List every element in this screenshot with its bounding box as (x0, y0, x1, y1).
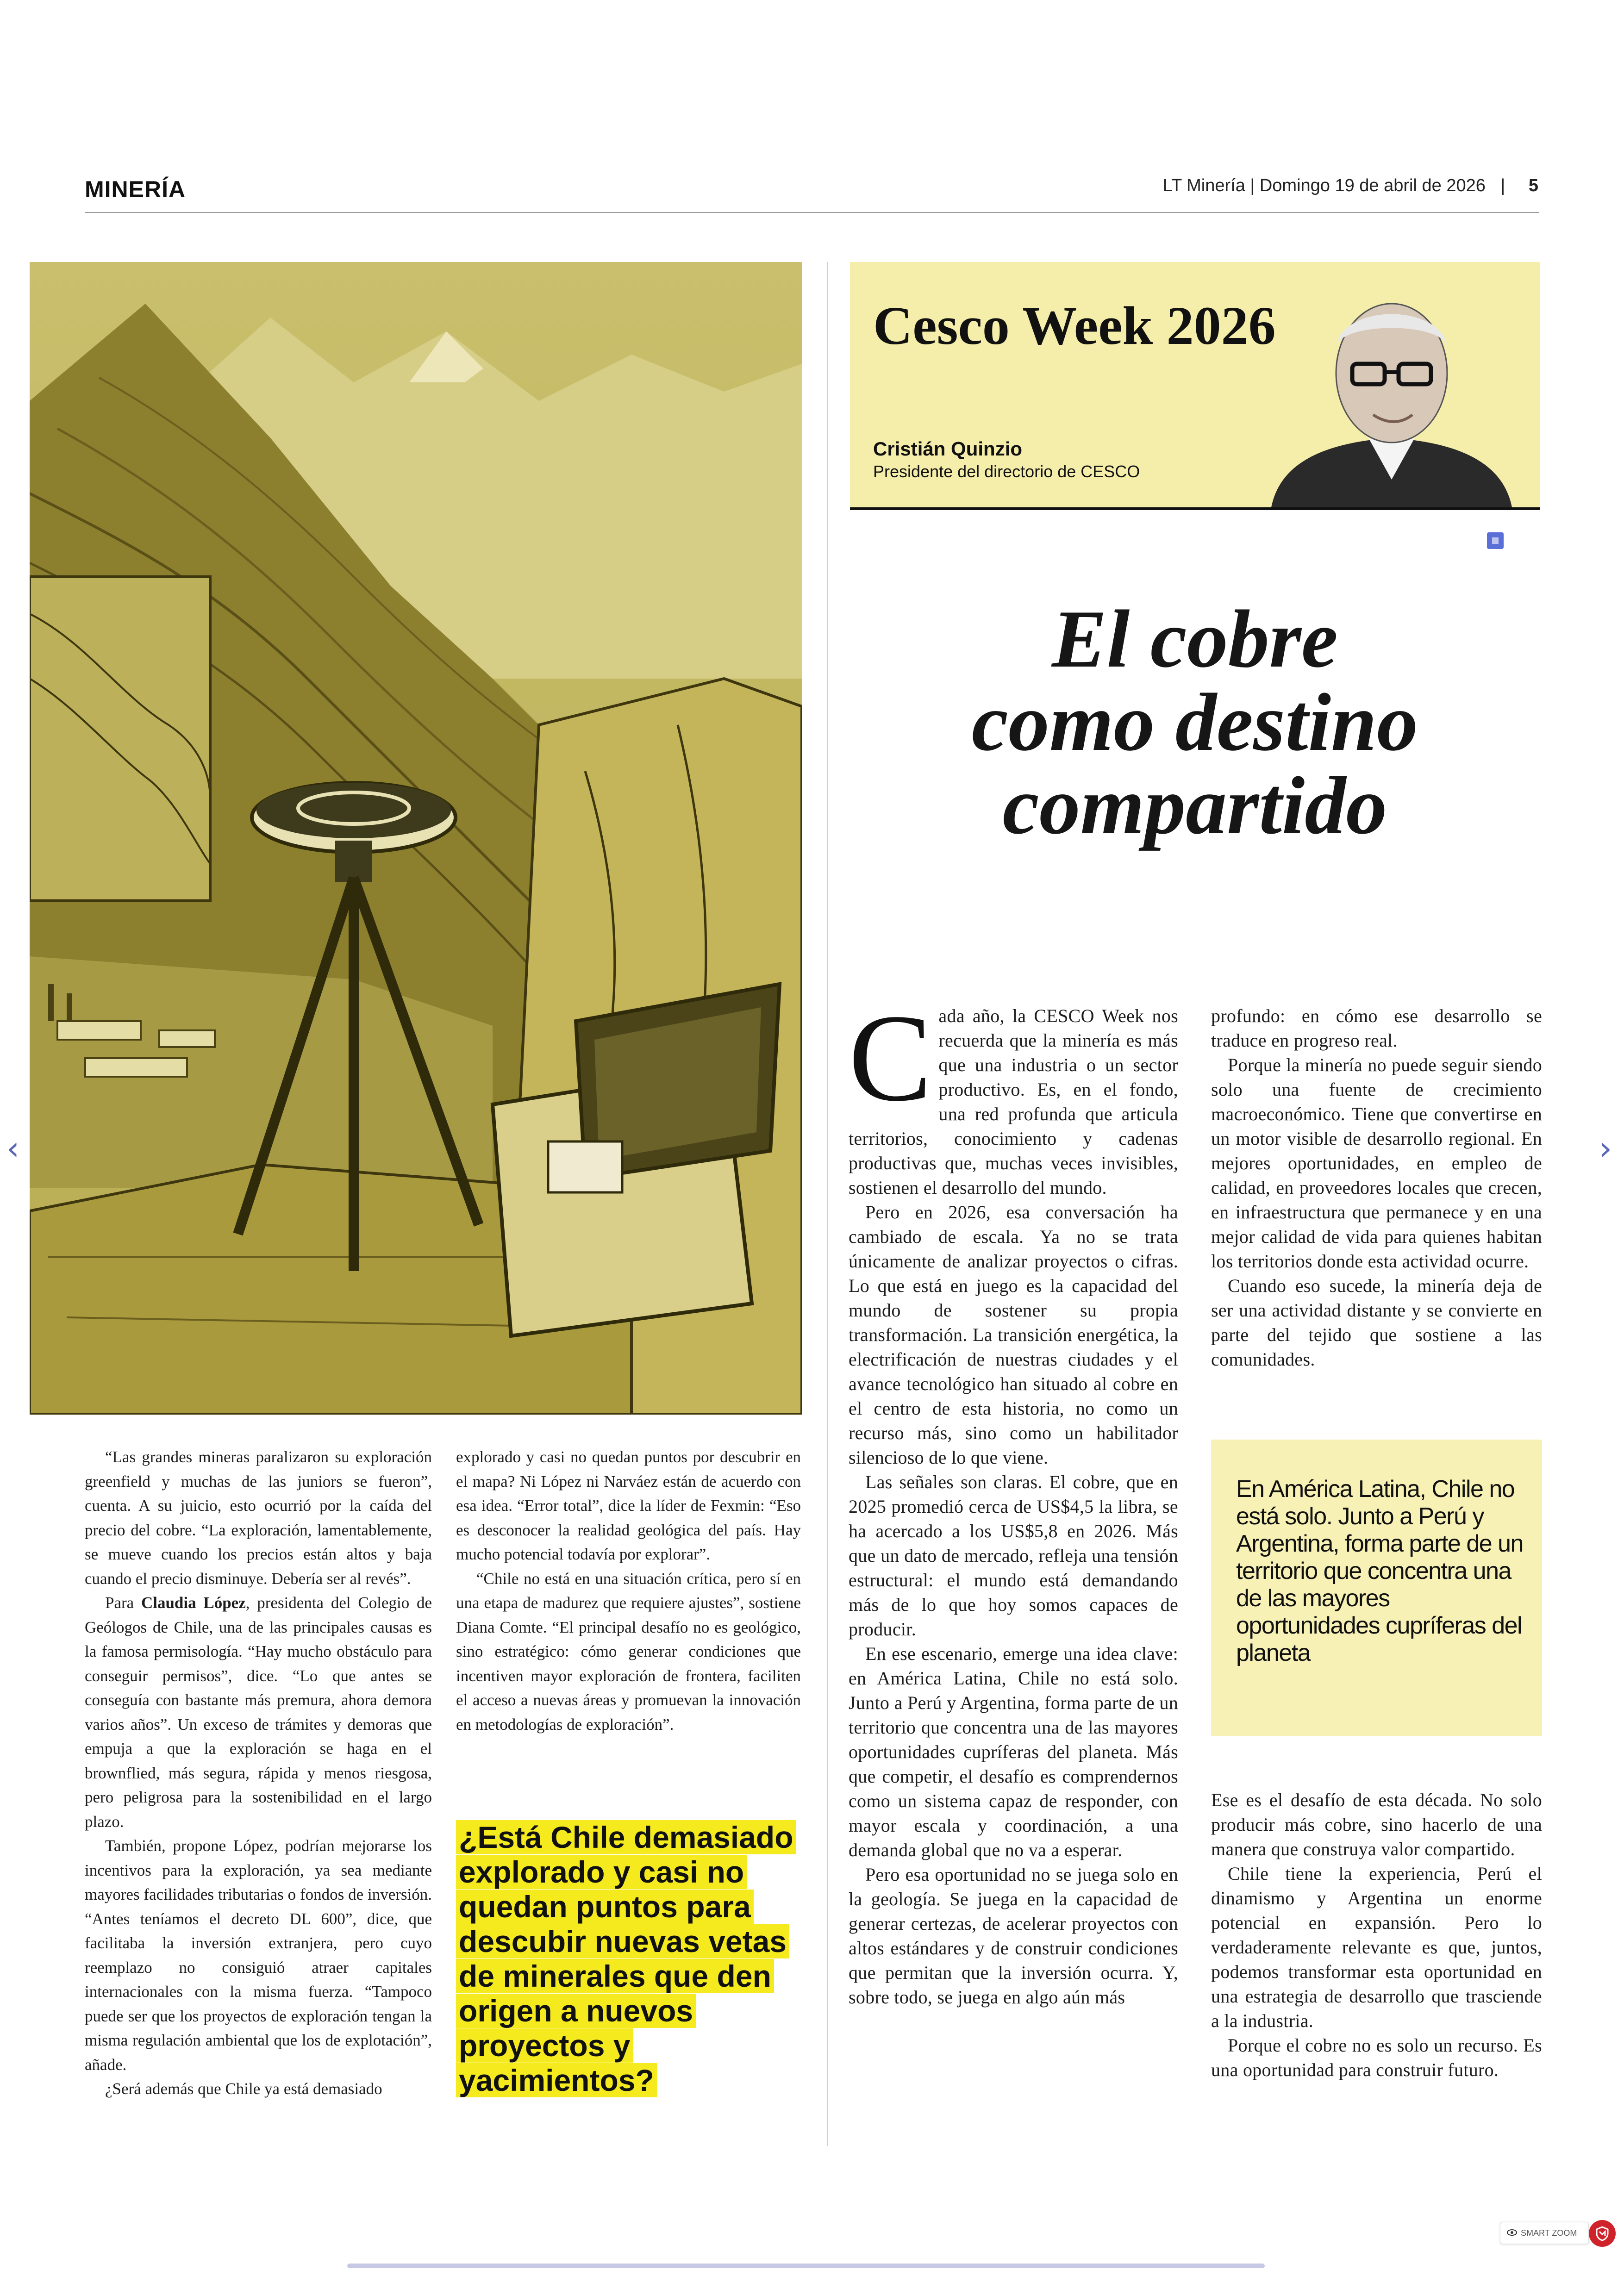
paragraph-lead: Para (105, 1594, 141, 1612)
smart-zoom-button[interactable] (1500, 2222, 1589, 2244)
paragraph: explorado y casi no quedan puntos por descubrir en el mapa? Ni López ni Narváez están de acuerdo con esa idea. “Error total”, dice la líder de Fexmin: “Eso es desconocer la realidad geológica del país. Hay mucho potencial todavía por explorar”. (456, 1448, 801, 1563)
paragraph: ¿Será además que Chile ya está demasiado (105, 2080, 382, 2098)
headline-line-3: compartido (1002, 760, 1387, 851)
mining-exploration-illustration (30, 262, 802, 1415)
publication-info (1163, 176, 1538, 196)
header-rule (85, 212, 1539, 213)
paragraph: Cuando eso sucede, la minería deja de ser una actividad distante y se convierte en parte del tejido que sostiene a las comunidades. (1211, 1275, 1542, 1370)
paragraph (85, 1591, 432, 1834)
paragraph (849, 989, 1178, 1200)
pull-quote (456, 1820, 799, 2098)
paragraph: En ese escenario, emerge una idea clave: en América Latina, Chile no está solo. Junto a Perú y Argentina, forma parte de un territorio que concentra una de las mayores oportunidades cupríferas del planeta. Más que competir, el desafío es comprendernos como un sistema capaz de responder, con mayor escala y coordinación, a una demanda global que no va a esperar. (849, 1643, 1178, 1860)
person-name: Claudia López (141, 1594, 246, 1612)
author-name: Cristián Quinzio (873, 438, 1023, 460)
paragraph-rest: , presidenta del Colegio de Geólogos de Chile, una de las principales causas es la famosa permisología. “Hay mucho obstáculo para conseguir permisos”, dice. “Lo que antes se conseguía con bastante más premura, ahora demora varios años”. Un exceso de trámites y demoras que empuja a que la exploración se haga en el brownflied, más segura, rápida y menos riesgosa, pero peligrosa para la sostenibilidad en el largo plazo. (85, 1594, 432, 1831)
column-headline (850, 593, 1540, 851)
column-banner (850, 262, 1540, 507)
paragraph: profundo: en cómo ese desarrollo se traduce en progreso real. (1211, 1005, 1542, 1051)
author-portrait (1253, 267, 1530, 507)
eye-icon (1507, 2228, 1517, 2237)
paragraph: Ese es el desafío de esta década. No solo producir más cobre, sino hacerlo de una manera que construya valor compartido. (1211, 1790, 1542, 1859)
paragraph: “Chile no está en una situación crítica, pero sí en una etapa de madurez que requiere ajustes”, sostiene Diana Comte. “El principal desafío no es geológico, sino estratégico: cómo generar condiciones que incentiven mayor exploración de frontera, faciliten el acceso a nuevas áreas y promuevan la innovación en metodologías de exploración”. (456, 1569, 801, 1734)
series-title: Cesco Week 2026 (873, 295, 1276, 356)
bookmark-icon[interactable] (1487, 532, 1504, 549)
paragraph: “Las grandes mineras paralizaron su exploración greenfield y muchas de las juniors se fueron”, cuenta. A su juicio, esto ocurrió por la caída del precio del cobre. “La exploración, lamentablemente, se mueve cuando los precios están altos y baja cuando el precio disminuye. Debería ser al revés”. (85, 1448, 432, 1588)
callout-box (1211, 1440, 1542, 1736)
banner-rule (850, 507, 1540, 510)
column-text-3 (1211, 1788, 1542, 2082)
page-number: 5 (1528, 176, 1538, 195)
shield-icon (1595, 2226, 1610, 2241)
next-page-button[interactable]: › (1599, 1129, 1612, 1167)
paragraph: Porque el cobre no es solo un recurso. Es una oportunidad para construir futuro. (1211, 2035, 1542, 2080)
pull-quote-text: ¿Está Chile demasiado explorado y casi no quedan puntos para descubir nuevas vetas de minerales que den origen a nuevos proyectos y yacimientos? (456, 1820, 796, 2097)
previous-page-button[interactable]: ‹ (6, 1129, 19, 1167)
paragraph: Las señales son claras. El cobre, que en 2025 promedió cerca de US$4,5 la libra, se ha acercado a los US$5,8 en 2026. Más que un dato de mercado, refleja una tensión estructural: el mundo está demandando más de lo que hoy somos capaces de producir. (849, 1472, 1178, 1640)
paragraph: Pero en 2026, esa conversación ha cambiado de escala. Ya no se trata únicamente de analizar proyectos o cifras. Lo que está en juego es la capacidad del mundo de sostener su propia transformación. La transición energética, la electrificación de nuestras ciudades y el avance tecnológico han situado al cobre en el centro de esta historia, no como un recurso más, sino como un habilitador silencioso de lo que viene. (849, 1202, 1178, 1468)
illustration-art (30, 262, 802, 1415)
paragraph: Chile tiene la experiencia, Perú el dinamismo y Argentina un enorme potencial en expansión. Pero lo verdaderamente relevante es que, juntos, podemos transformar esta oportunidad en una estrategia de desarrollo que trasciende a la industria. (1211, 1863, 1542, 2031)
column-divider (827, 262, 828, 2146)
section-label: MINERÍA (85, 176, 186, 202)
brand-shield-button[interactable] (1589, 2220, 1616, 2247)
article-column-2 (456, 1445, 801, 1737)
smart-zoom-label: SMART ZOOM (1521, 2228, 1577, 2238)
headline-line-1: El cobre (1052, 593, 1338, 685)
drop-cap: C (849, 989, 932, 1127)
header-separator: | (1500, 176, 1505, 195)
article-column-1 (85, 1445, 432, 2102)
column-text-2 (1211, 1004, 1542, 1372)
column-text-1 (849, 989, 1178, 2009)
horizontal-scrollbar[interactable] (347, 2264, 1265, 2268)
callout-text: En América Latina, Chile no está solo. Junto a Perú y Argentina, forma parte de un territorio que concentra una de las mayores oportunidades cupríferas del planeta (1236, 1476, 1523, 1666)
headline-line-2: como destino (971, 676, 1418, 768)
publication-date: LT Minería | Domingo 19 de abril de 2026 (1162, 176, 1486, 195)
author-role: Presidente del directorio de CESCO (873, 462, 1140, 481)
first-paragraph-text: ada año, la CESCO Week nos recuerda que la minería es más que una industria o un sector productivo. Es, en el fondo, una red profunda que articula territorios, conocimiento y cadenas productivas que, muchas veces invisibles, sostienen el desarrollo del mundo. (849, 1005, 1178, 1198)
paragraph: También, propone López, podrían mejorarse los incentivos para la exploración, ya sea mediante mayores facilidades tributarias o fondos de inversión. “Antes teníamos el decreto DL 600”, dice, que facilitaba la inversión extranjera, pero cuyo reemplazo no consiguió atraer capitales internacionales con la misma fuerza. “Tampoco puede ser que los proyectos de exploración tengan la misma regulación ambiental que los de explotación”, añade. (85, 1837, 432, 2074)
paragraph: Pero esa oportunidad no se juega solo en la geología. Se juega en la capacidad de generar certezas, de acelerar proyectos con altos estándares y de construir condiciones que permitan que la inversión ocurra. Y, sobre todo, se juega en algo aún más (849, 1864, 1178, 2008)
paragraph: Porque la minería no puede seguir siendo solo una fuente de crecimiento macroeconómico. Tiene que convertirse en un motor visible de desarrollo regional. En mejores oportunidades, en empleo de calidad, en proveedores locales que crecen, en infraestructura que permanece y en una mejor calidad de vida para quienes habitan los territorios donde esta actividad ocurre. (1211, 1054, 1542, 1272)
